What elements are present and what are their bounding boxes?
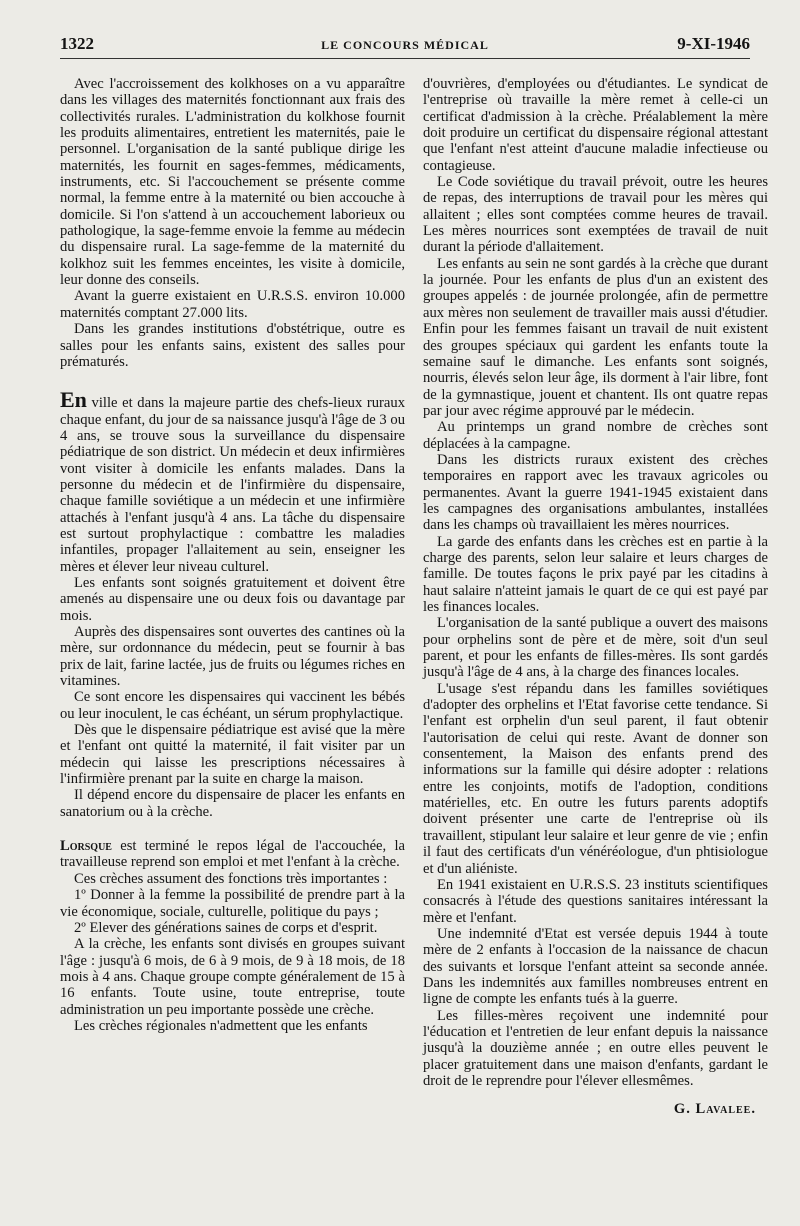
journal-title: LE CONCOURS MÉDICAL (321, 38, 489, 52)
paragraph: d'ouvrières, d'employées ou d'étudiantes. Le syndicat de l'entreprise où travaille la mère remet à celle-ci un certificat d'admission à la crèche. Préalablement la mère doit produire un certificat du dispensaire régional attestant que l'enfant n'est atteint d'aucune maladie infectieuse ou contagieuse. (423, 76, 768, 174)
author-signature: G. Lavalee. (673, 1101, 756, 1118)
paragraph: Le Code soviétique du travail prévoit, outre les heures de repas, des interruptions de travail pour les mères qui allaitent ; elles sont comptées comme heures de travail. Les mères nourrices sont exemptées de travail de nuit durant la période d'allaitement. (423, 174, 768, 256)
header-rule (60, 58, 750, 59)
paragraph: En 1941 existaient en U.R.S.S. 23 instituts scientifiques consacrés à l'étude des questions sanitaires intéressant la mère et l'enfant. (423, 876, 768, 926)
paragraph: Les enfants sont soignés gratuitement et doivent être amenés au dispensaire une ou deux fois ou davantage par mois. (60, 574, 405, 624)
paragraph: Dans les grandes institutions d'obstétrique, outre es salles pour les enfants sains, existent des salles pour prématurés. (60, 321, 405, 370)
page-header (60, 34, 750, 56)
paragraph: En ville et dans la majeure partie des chefs-lieux ruraux chaque enfant, du jour de sa naissance jusqu'à l'âge de 3 ou 4 ans, se trouve sous la surveillance du dispensaire pédiatrique de son district. Un médecin et deux infirmières vont visiter à domicile les enfants malades. Dans la personne du médecin et de l'infirmière du dispensaire, chaque famille soviétique a un médecin et une infirmière attachés à l'enfant jusqu'à 4 ans. La tâche du dispensaire est surtout prophylactique : combattre les maladies infantiles, propager l'allaitement au sein, enseigner les mères et élever leur niveau culturel. (60, 387, 405, 575)
paragraph: Avant la guerre existaient en U.R.S.S. environ 10.000 maternités comptant 27.000 lits. (60, 288, 405, 321)
paragraph: Une indemnité d'Etat est versée depuis 1944 à toute mère de 2 enfants à l'occasion de la naissance de chacun des suivants et lorsque l'enfant atteint sa seconde année. Dans les indemnités aux familles nombreuses entrent en ligne de compte les enfants tués à la guerre. (423, 925, 768, 1008)
page-number: 1322 (60, 34, 94, 53)
paragraph: 2º Elever des générations saines de corps et d'esprit. (74, 919, 378, 936)
paragraph: Dans les districts ruraux existent des crèches temporaires en rapport avec les travaux agricoles ou permanentes. Avant la guerre 1941-1945 existaient dans les campagnes des organisations ambulantes, installées dans les champs où travaillaient les mères nourrices. (423, 451, 768, 534)
issue-date: 9-XI-1946 (677, 34, 750, 53)
paragraph: Ce sont encore les dispensaires qui vaccinent les bébés ou leur inoculent, le cas échéant, un sérum prophylactique. (60, 689, 405, 722)
paragraph: 1º Donner à la femme la possibilité de prendre part à la vie économique, sociale, culturelle, politique du pays ; (60, 887, 405, 920)
paragraph: Auprès des dispensaires sont ouvertes des cantines où la mère, sur ordonnance du médecin, peut se fournir à bas prix de lait, farine lactée, jus de fruits ou légumes riches en vitamines. (60, 624, 405, 690)
paragraph: Au printemps un grand nombre de crèches sont déplacées à la campagne. (423, 419, 768, 452)
paragraph: Les enfants au sein ne sont gardés à la crèche que durant la journée. Pour les enfants de plus d'un an existent des groupes appelés : de journée prolongée, afin de permettre aux mères non seulement de travailler mais aussi d'étudier. Enfin pour les femmes faisant un travail de nuit existent des groupes spéciaux qui gardent les enfants toute la semaine sauf le dimanche. Les enfants sont soignés, nourris, élevés selon leur âge, ils dorment à l'air libre, font de la gymnastique, jouent et chantent. Ils ont quatre repas par jour avec régime approuvé par le médecin. (423, 255, 768, 419)
paragraph: A la crèche, les enfants sont divisés en groupes suivant l'âge : jusqu'à 6 mois, de 6 à 9 mois, de 9 à 18 mois, de 18 mois à 4 ans. Chaque groupe compte généralement de 15 à 16 enfants. Toute usine, toute entreprise, toute administration un peu importante possède une crèche. (60, 936, 405, 1018)
paragraph: Lorsque est terminé le repos légal de l'accouchée, la travailleuse reprend son emploi et met l'enfant à la crèche. (60, 838, 405, 871)
paragraph: Avec l'accroissement des kolkhoses on a vu apparaître dans les villages des maternités fonctionnant aux frais des collectivités rurales. L'administration du kolkhose fournit les produits alimentaires, entretient les maternités, paie le personnel. L'organisation de la santé publique dirige les maternités, les fournit en sages-femmes, médicaments, instruments, etc. Si l'accouchement se présente comme normal, la femme entre à la maternité ou bien accouche à domicile. Si l'on s'attend à un accouchement laborieux ou pathologique, la sage-femme envoie la femme au médecin du dispensaire rural. La sage-femme de la maternité du kolkhoz suit les femmes enceintes, les visite à domicile, leur donne des conseils. (60, 76, 405, 289)
left-column (60, 76, 405, 1034)
right-column (423, 76, 768, 1118)
paragraph: Ces crèches assument des fonctions très importantes : (74, 870, 388, 887)
paragraph: L'usage s'est répandu dans les familles soviétiques d'adopter des orphelins et l'Etat favorise cette tendance. Si l'enfant est orphelin d'un seul parent, il faut obtenir l'autorisation de celui qui reste. Avant de donner son consentement, la Maison des enfants prend des informations sur la famille qui désire adopter : relations entre les conjoints, motifs de l'adoption, conditions matérielles, etc. En outre les futurs parents adoptifs doivent présenter une carte de l'entreprise où ils travaillent, stipulant leur salaire et leur genre de vie ; enfin il faut des certificats d'un vénéréologue, d'un phtisiologue et d'un aliéniste. (423, 680, 768, 877)
paragraph: Les filles-mères reçoivent une indemnité pour l'éducation et l'entretien de leur enfant depuis la naissance jusqu'à la douzième année ; en outre elles peuvent le placer gratuitement dans une maison d'enfants, gardant le droit de le reprendre pour l'élever ellesmêmes. (423, 1007, 768, 1089)
paragraph: La garde des enfants dans les crèches est en partie à la charge des parents, selon leur salaire et leurs charges de famille. De toutes façons le prix payé par les citadins à haut salaire n'atteint jamais le quart de ce qui est payé par les finances locales. (423, 533, 768, 615)
drop-word: Lorsque (60, 838, 112, 855)
paragraph: Il dépend encore du dispensaire de placer les enfants en sanatorium ou à la crèche. (60, 787, 405, 820)
paragraph: Les crèches régionales n'admettent que les enfants (74, 1017, 368, 1034)
paragraph: L'organisation de la santé publique a ouvert des maisons pour orphelins sont de père et de mère, soit d'un seul parent, et pour les enfants de filles-mères. Ils sont gardés jusqu'à l'âge de 4 ans, à la charge des finances locales. (423, 615, 768, 681)
paragraph: Dès que le dispensaire pédiatrique est avisé que la mère et l'enfant ont quitté la maternité, il fait visiter par un médecin qui laisse les prescriptions nécessaires à l'infirmière prenant par la suite en charge la maison. (60, 722, 405, 788)
drop-cap: En (60, 387, 87, 413)
